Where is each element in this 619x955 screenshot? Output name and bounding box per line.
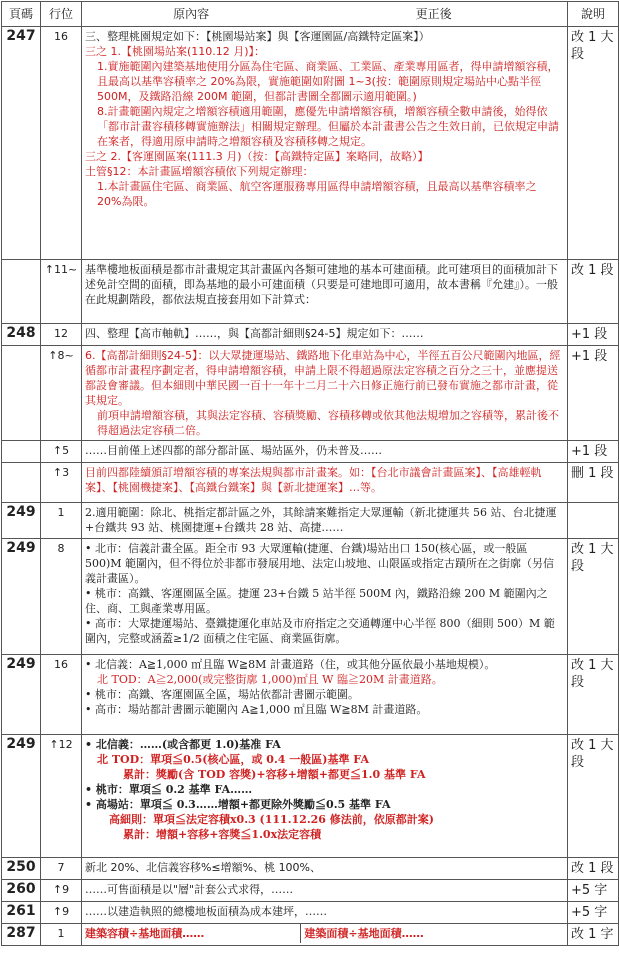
header-note: 說明: [568, 2, 619, 27]
line-cell: 1: [41, 503, 82, 539]
content-cell: [82, 346, 568, 441]
note-cell: 改 1 大段: [568, 735, 619, 858]
content-line: • 高市：場站都計書圖示範圍內 A≧1,000 ㎡且臨 W≧8M 計畫道路。: [85, 703, 428, 716]
line-cell: 16: [41, 655, 82, 735]
content-cell: [82, 260, 568, 324]
table-row: [2, 260, 619, 324]
page-cell: 247: [2, 27, 41, 260]
line-cell: ↑9: [41, 902, 82, 924]
page-cell: 260: [2, 880, 41, 902]
content-line: 三之 2.【客運園區案(111.3 月)（按：【高鐵特定區】案略同，故略）】: [85, 150, 429, 163]
line-cell: ↑8~: [41, 346, 82, 441]
page-cell: 249: [2, 539, 41, 655]
content-cell: [82, 735, 568, 858]
note-cell: +5 字: [568, 880, 619, 902]
content-line: • 北信義：……(或含都更 1.0)基准 FA: [85, 738, 281, 751]
note-cell: +1 段: [568, 324, 619, 346]
note-cell: 刪 1 段: [568, 463, 619, 503]
header-corrected: 更正後: [415, 6, 452, 21]
content-line: 新北 20%、北信義容移%≤增額%、桃 100%、: [85, 861, 322, 874]
page-cell: 250: [2, 858, 41, 880]
note-cell: 改 1 字: [568, 924, 619, 946]
content-cell: [82, 880, 568, 902]
table-row: [2, 735, 619, 858]
header-row: [2, 2, 619, 27]
note-cell: 改 1 段: [568, 260, 619, 324]
content-cell: [82, 655, 568, 735]
content-cell: [82, 539, 568, 655]
content-line: 1.本計畫區住宅區、商業區、航空客運服務專用區得申請增額容積，且最高以基準容積率之 20%為限。: [97, 180, 537, 208]
content-cell: [82, 324, 568, 346]
table-row: [2, 27, 619, 260]
page-cell: 249: [2, 655, 41, 735]
content-line: • 北市：信義計畫全區。距全市 93 大眾運輸(捷運、台鐵)場站出口 150(核心區，或一般區 500)M 範圍內，但不得位於非都市發展用地、法定山坡地、山限區或指定古蹟所在之街廓（另信義計畫區）。: [85, 542, 555, 585]
page-cell: [2, 463, 41, 503]
page-cell: 249: [2, 503, 41, 539]
table-row: [2, 346, 619, 441]
page-cell: [2, 441, 41, 463]
content-line: 北 TOD：單項≦0.5(核心區，或 0.4 一般區)基準 FA: [97, 753, 370, 766]
content-line: 1.實施範圍內建築基地使用分區為住宅區、商業區、工業區、產業專用區者，得申請增額容積，且最高以基準容積率之 20%為限，實施範圍如附圖 1~3(按：範圍原則規定場站中心點半徑 500M，及鐵路沿線 200M 範圍，但都計書圖全都圖示適用範圍。): [97, 60, 559, 103]
page-cell: 261: [2, 902, 41, 924]
content-line: 基準樓地板面積是都市計畫規定其計畫區內各類可建地的基本可建面積。此可建項目的面積加計下述免計空間的面積，即為基地的最小可建面積（只要是可建地即可適用，故本書稱『允建』）。一般在此規劃階段，都依法規直接套用如下計算式：: [85, 263, 558, 306]
content-line: • 桃市：高鐵、客運園區全區。捷運 23+台鐵 5 站半徑 500M 內，鐵路沿線 200 M 範圍內之住、商、工與產業專用區。: [85, 587, 548, 615]
page-cell: 248: [2, 324, 41, 346]
table-row: [2, 503, 619, 539]
note-cell: 改 1 大段: [568, 655, 619, 735]
line-cell: 1: [41, 924, 82, 946]
line-cell: ↑9: [41, 880, 82, 902]
content-cell: [82, 902, 568, 924]
page-cell: [2, 346, 41, 441]
content-line: 2.適用範圍：除北、桃指定都計區之外，其餘請案難指定大眾運輸（新北捷運共 56 站、台北捷運+台鐵共 93 站、桃園捷運+台鐵共 28 站、高捷……: [85, 506, 557, 534]
table-row: [2, 324, 619, 346]
table-row: [2, 858, 619, 880]
content-line: 高細則：單項≦法定容積x0.3 (111.12.26 修法前，依原都計案): [109, 813, 434, 826]
line-cell: ↑11~: [41, 260, 82, 324]
note-cell: +1 段: [568, 346, 619, 441]
content-line: 前項申請增額容積，其與法定容積、容積獎勵、容積移轉或依其他法規增加之容積等，累計後不得超過法定容積二倍。: [97, 409, 559, 437]
table-row: [2, 902, 619, 924]
line-cell: 12: [41, 324, 82, 346]
content-cell: [82, 463, 568, 503]
content-line: • 桃市：單項≦ 0.2 基準 FA……: [85, 783, 253, 796]
table-row: [2, 441, 619, 463]
note-cell: +5 字: [568, 902, 619, 924]
line-cell: 8: [41, 539, 82, 655]
content-line: 三、整理桃園規定如下：【桃園場站案】與【客運園區/高鐵特定區案】）: [85, 30, 430, 43]
note-cell: +1 段: [568, 441, 619, 463]
content-line: 8.計畫範圍內規定之增額容積適用範圍，應優先申請增額容積，增額容積全數申請後，始得依「都市計畫容積移轉實施辦法」相關規定辦理。但屬於本計畫書公告之生效日前，已依規定申請在案者，得適用原申請時之增額容積及容積移轉之規定。: [97, 105, 559, 148]
header-page: 頁碼: [2, 2, 41, 27]
content-line: 四、整理【高市軸軌】……，與【高都計細則§24-5】規定如下：……: [85, 327, 424, 340]
content-line: 北 TOD：A≧2,000(或完整街廓 1,000)㎡且 W 臨≧20M 計畫道路。: [97, 673, 443, 686]
content-line: 6.【高都計細則§24-5】：以大眾捷運場站、鐵路地下化車站為中心，半徑五百公尺範圍內地區，經循都市計畫程序劃定者，得申請增額容積，申請上限不得超過原法定容積之百分之三十，並應提送都設會審議。但本細則中華民國一百十一年十二月二十六日修正施行前已發布實施之都市計畫，從其規定。: [85, 349, 561, 407]
content-cell: [82, 924, 568, 946]
header-line: 行位: [41, 2, 82, 27]
table-row: [2, 924, 619, 946]
line-cell: 16: [41, 27, 82, 260]
corrected-text: 建築面積÷基地面積……: [304, 927, 424, 940]
content-cell: [82, 441, 568, 463]
content-cell: [82, 858, 568, 880]
table-row: [2, 539, 619, 655]
content-line: 累計：增額+容移+容獎≦1.0x法定容積: [123, 828, 322, 841]
table-row: [2, 655, 619, 735]
content-line: • 桃市：高鐵、客運園區全區，場站依都計書圖示範圍。: [85, 688, 359, 701]
content-line: 目前四都陸續頒訂增額容積的專案法規與都市計畫案。如：【台北市議會計畫區案】、【高雄輕軌案】、【桃園機捷案】、【高鐵台鐵案】與【新北捷運案】…等。: [85, 466, 542, 494]
content-line: 三之 1.【桃園場站案(110.12 月)】：: [85, 45, 266, 58]
line-cell: 7: [41, 858, 82, 880]
content-cell: [82, 27, 568, 260]
content-line: 土管§12：本計畫區增額容積依下列規定辦理：: [85, 165, 314, 178]
content-cell: [82, 503, 568, 539]
line-cell: ↑5: [41, 441, 82, 463]
table-row: [2, 463, 619, 503]
line-cell: ↑3: [41, 463, 82, 503]
note-cell: [568, 503, 619, 539]
page-cell: 287: [2, 924, 41, 946]
page-cell: 249: [2, 735, 41, 858]
content-line: ……可售面積是以"層"計套公式求得，……: [85, 883, 294, 896]
content-line: • 高場站：單項≦ 0.3……增額+都更除外獎勵≦0.5 基準 FA: [85, 798, 391, 811]
content-line: • 高市：大眾捷運場站、臺鐵捷運化車站及市府指定之交通轉運中心半徑 800（細則 500）M 範圍內，完整或涵蓋≥1/2 面積之住宅區、商業區街廓。: [85, 617, 555, 645]
line-cell: ↑12: [41, 735, 82, 858]
header-content: [82, 2, 568, 27]
table-row: [2, 880, 619, 902]
content-line: • 北信義：A≧1,000 ㎡且臨 W≧8M 計畫道路（住，或其他分區依最小基地規模）。: [85, 658, 496, 671]
header-original: 原內容: [173, 6, 210, 21]
note-cell: 改 1 大段: [568, 27, 619, 260]
content-line: ……目前僅上述四都的部分都計區、場站區外，仍未普及……: [85, 444, 382, 457]
note-cell: 改 1 段: [568, 858, 619, 880]
errata-table: [1, 1, 619, 946]
content-line: 累計：獎勵(含 TOD 容獎)+容移+增額+都更≦1.0 基準 FA: [123, 768, 426, 781]
original-text: 建築容積÷基地面積……: [82, 924, 301, 943]
page-cell: [2, 260, 41, 324]
content-line: ……以建造執照的總樓地板面積為成本建坪，……: [85, 905, 327, 918]
note-cell: 改 1 大段: [568, 539, 619, 655]
